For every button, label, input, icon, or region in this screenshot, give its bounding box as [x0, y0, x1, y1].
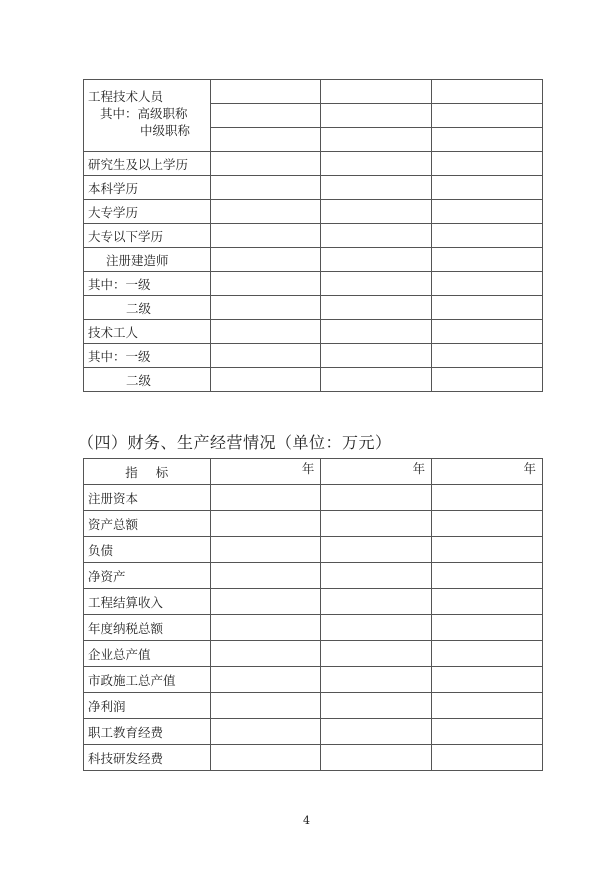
table-row: [84, 719, 543, 745]
cell[interactable]: [432, 152, 543, 176]
cell[interactable]: [321, 128, 432, 152]
cell[interactable]: [432, 537, 543, 563]
cell[interactable]: [210, 296, 321, 320]
cell[interactable]: [321, 296, 432, 320]
cell[interactable]: [321, 152, 432, 176]
cell[interactable]: [210, 200, 321, 224]
row-label: 大专以下学历: [84, 224, 211, 248]
cell[interactable]: [432, 485, 543, 511]
cell[interactable]: [210, 745, 321, 771]
table-row: [84, 537, 543, 563]
cell[interactable]: [432, 104, 543, 128]
row-label: 净利润: [84, 693, 211, 719]
row-label: 注册建造师: [84, 248, 211, 272]
cell[interactable]: [432, 128, 543, 152]
cell[interactable]: [210, 152, 321, 176]
cell[interactable]: [321, 641, 432, 667]
cell[interactable]: [432, 200, 543, 224]
cell[interactable]: [210, 344, 321, 368]
cell[interactable]: [321, 224, 432, 248]
cell[interactable]: [210, 80, 321, 104]
cell[interactable]: [432, 589, 543, 615]
cell[interactable]: [210, 104, 321, 128]
table-row: [84, 667, 543, 693]
cell[interactable]: [432, 745, 543, 771]
cell[interactable]: [321, 176, 432, 200]
row-label-mid-title: 中级职称: [140, 123, 191, 138]
row-label: 负债: [84, 537, 211, 563]
table-row: [84, 152, 543, 176]
row-label: 净资产: [84, 563, 211, 589]
cell[interactable]: [321, 80, 432, 104]
table-row: [84, 272, 543, 296]
cell[interactable]: [432, 719, 543, 745]
table-row: [84, 320, 543, 344]
cell[interactable]: [321, 104, 432, 128]
cell[interactable]: [321, 511, 432, 537]
cell[interactable]: [210, 176, 321, 200]
staff-table: [83, 79, 543, 392]
cell[interactable]: [321, 719, 432, 745]
row-label: 本科学历: [84, 176, 211, 200]
cell[interactable]: [432, 272, 543, 296]
cell[interactable]: [321, 563, 432, 589]
cell[interactable]: [210, 248, 321, 272]
cell[interactable]: [210, 272, 321, 296]
cell[interactable]: [432, 667, 543, 693]
table-row: [84, 368, 543, 392]
cell[interactable]: [210, 485, 321, 511]
cell[interactable]: [210, 511, 321, 537]
cell[interactable]: [321, 248, 432, 272]
cell[interactable]: [432, 248, 543, 272]
cell[interactable]: [210, 693, 321, 719]
row-label: 技术工人: [84, 320, 211, 344]
table-row: [84, 745, 543, 771]
cell[interactable]: [321, 537, 432, 563]
header-indicator: 指标: [84, 459, 211, 485]
cell[interactable]: [432, 176, 543, 200]
table-row: [84, 200, 543, 224]
table-row: [84, 563, 543, 589]
table-row: [84, 248, 543, 272]
cell[interactable]: [321, 368, 432, 392]
table-row: [84, 589, 543, 615]
row-label-engineering: 工程技术人员: [88, 89, 164, 104]
cell[interactable]: [321, 272, 432, 296]
cell[interactable]: [210, 563, 321, 589]
header-year-1: 年: [210, 459, 321, 485]
cell[interactable]: [321, 320, 432, 344]
cell[interactable]: [321, 615, 432, 641]
row-label: 二级: [84, 296, 211, 320]
row-label: 研究生及以上学历: [84, 152, 211, 176]
table-header-row: [84, 459, 543, 485]
section-heading: （四）财务、生产经营情况（单位：万元）: [78, 433, 392, 452]
cell[interactable]: [210, 320, 321, 344]
cell[interactable]: [432, 296, 543, 320]
table-row: [84, 224, 543, 248]
cell[interactable]: [321, 589, 432, 615]
cell[interactable]: [321, 344, 432, 368]
cell[interactable]: [432, 224, 543, 248]
table-row: [84, 176, 543, 200]
table-row: [84, 485, 543, 511]
row-label: 年度纳税总额: [84, 615, 211, 641]
row-label: 资产总额: [84, 511, 211, 537]
cell[interactable]: [432, 563, 543, 589]
cell[interactable]: [321, 667, 432, 693]
row-label: 科技研发经费: [84, 745, 211, 771]
row-label: 二级: [84, 368, 211, 392]
table-row: [84, 511, 543, 537]
cell[interactable]: [432, 320, 543, 344]
cell[interactable]: [210, 128, 321, 152]
table-row: [84, 615, 543, 641]
cell[interactable]: [321, 693, 432, 719]
cell[interactable]: [210, 368, 321, 392]
cell[interactable]: [432, 615, 543, 641]
cell[interactable]: [210, 667, 321, 693]
page-number: 4: [303, 814, 310, 827]
cell[interactable]: [432, 368, 543, 392]
engineering-staff-cell: [84, 80, 211, 152]
row-label: 市政施工总产值: [84, 667, 211, 693]
cell[interactable]: [210, 224, 321, 248]
row-label: 企业总产值: [84, 641, 211, 667]
header-year-2: 年: [321, 459, 432, 485]
row-label: 大专学历: [84, 200, 211, 224]
table-row: [84, 296, 543, 320]
cell[interactable]: [432, 80, 543, 104]
cell[interactable]: [432, 511, 543, 537]
cell[interactable]: [432, 344, 543, 368]
table-row: [84, 693, 543, 719]
cell[interactable]: [321, 485, 432, 511]
cell[interactable]: [210, 615, 321, 641]
row-label: 其中：一级: [84, 272, 211, 296]
cell[interactable]: [321, 200, 432, 224]
header-year-3: 年: [432, 459, 543, 485]
cell[interactable]: [210, 641, 321, 667]
cell[interactable]: [210, 537, 321, 563]
finance-table: [83, 458, 543, 771]
cell[interactable]: [210, 719, 321, 745]
table-row: [84, 344, 543, 368]
row-label: 注册资本: [84, 485, 211, 511]
table-row: [84, 641, 543, 667]
row-label: 工程结算收入: [84, 589, 211, 615]
cell[interactable]: [210, 589, 321, 615]
row-label: 职工教育经费: [84, 719, 211, 745]
row-label: 其中：一级: [84, 344, 211, 368]
cell[interactable]: [432, 641, 543, 667]
row-label-senior-title: 其中：高级职称: [100, 106, 188, 121]
cell[interactable]: [321, 745, 432, 771]
cell[interactable]: [432, 693, 543, 719]
